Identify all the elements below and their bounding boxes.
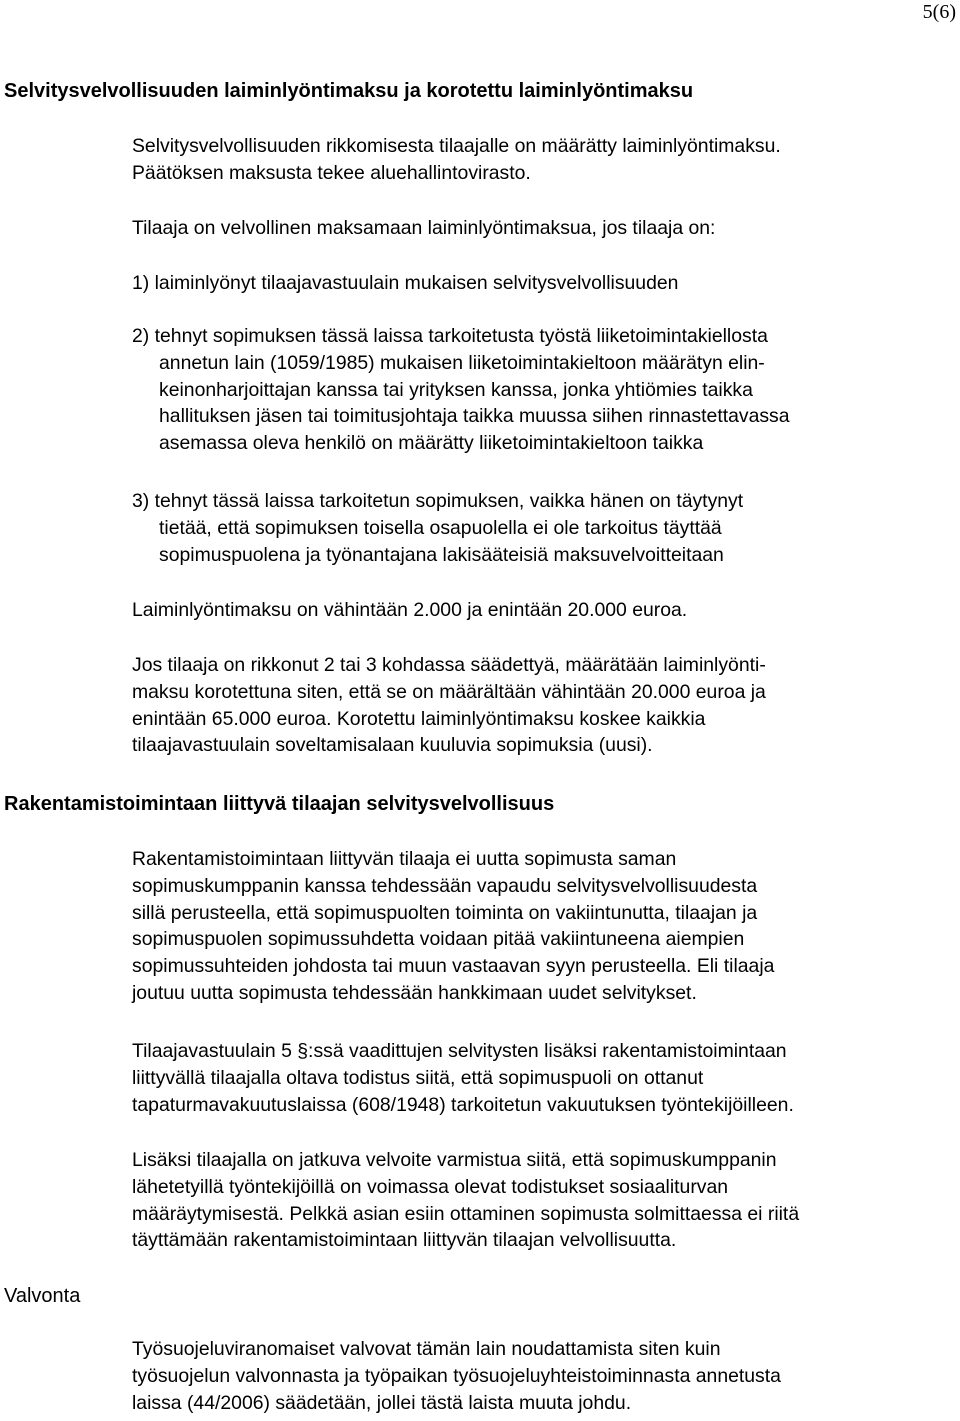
list-item-2-line: annetun lain (1059/1985) mukaisen liiketoimintakieltoon määrätyn elin- — [159, 351, 765, 374]
paragraph-uusi-sopimus: Rakentamistoimintaan liittyvän tilaaja ei uutta sopimusta saman sopimuskumppanin kanssa tehdessään vapaudu selvitysvelvollisuudesta sillä perusteella, että sopimuspuolten toiminta on vakiintunutta, tilaajan ja sopimuspuolen sopimussuhdetta voidaan pitää vakiintuneena aiempien sopimussuhteiden johdosta tai muun vastaavan syyn perusteella. Eli tilaaja joutuu uutta sopimusta tehdessään hankkimaan uudet selvitykset. — [132, 848, 775, 1004]
paragraph-valvonta: Työsuojeluviranomaiset valvovat tämän lain noudattamista siten kuin työsuojelun valvonnasta ja työpaikan työsuojeluyhteistoiminnasta annetusta laissa (44/2006) säädetään, jollei tästä laista muuta johdu. — [132, 1338, 781, 1414]
list-item-3-line: tietää, että sopimuksen toisella osapuolella ei ole tarkoitus täyttää — [159, 516, 722, 539]
paragraph-todistus: Tilaajavastuulain 5 §:ssä vaadittujen selvitysten lisäksi rakentamistoimintaan liittyvällä tilaajalla oltava todistus siitä, että sopimuspuoli on ottanut tapaturmavakuutuslaissa (608/1948) tarkoitetun vakuutuksen työntekijöilleen. — [132, 1040, 794, 1116]
page-number: 5(6) — [922, 1, 956, 23]
list-item-2-line: keinonharjoittajan kanssa tai yrityksen kanssa, jonka yhtiömies taikka — [159, 378, 753, 401]
list-item-3-line: sopimuspuolena ja työnantajana lakisääteisiä maksuvelvoitteitaan — [159, 543, 724, 566]
list-item-2-line: 2) tehnyt sopimuksen tässä laissa tarkoitetusta työstä liiketoimintakiellosta — [132, 325, 768, 347]
list-item-1-line: 1) laiminlyönyt tilaajavastuulain mukaisen selvitysvelvollisuuden — [132, 272, 679, 294]
list-item-1 — [132, 270, 952, 297]
section-heading-rakentamistoiminta: Rakentamistoimintaan liittyvä tilaajan selvitysvelvollisuus — [4, 793, 555, 815]
paragraph-velvollinen: Tilaaja on velvollinen maksamaan laiminlyöntimaksua, jos tilaaja on: — [132, 217, 716, 239]
section-heading-valvonta: Valvonta — [4, 1285, 81, 1307]
list-item-3-line: 3) tehnyt tässä laissa tarkoitetun sopimuksen, vaikka hänen on täytynyt — [132, 490, 744, 512]
paragraph-maksun-maara: Laiminlyöntimaksu on vähintään 2.000 ja enintään 20.000 euroa. — [132, 599, 688, 621]
paragraph-jatkuva-velvoite: Lisäksi tilaajalla on jatkuva velvoite varmistua siitä, että sopimuskumppanin lähetetyillä työntekijöillä on voimassa olevat todistukset sosiaaliturvan määräytymisestä. Pelkkä asian esiin ottaminen sopimusta solmittaessa ei riitä täyttämään rakentamistoimintaan liittyvän tilaajan velvollisuutta. — [132, 1149, 800, 1252]
section-heading-laiminlyontimaksu: Selvitysvelvollisuuden laiminlyöntimaksu ja korotettu laiminlyöntimaksu — [4, 80, 694, 102]
list-item-2 — [132, 323, 952, 457]
list-item-2-line: asemassa oleva henkilö on määrätty liiketoimintakieltoon taikka — [159, 432, 704, 455]
list-item-3 — [132, 488, 952, 568]
list-item-2-line: hallituksen jäsen tai toimitusjohtaja taikka muussa siihen rinnastettavassa — [159, 405, 790, 428]
paragraph-maksu-intro: Selvitysvelvollisuuden rikkomisesta tilaajalle on määrätty laiminlyöntimaksu. Päätöksen maksusta tekee aluehallintovirasto. — [132, 135, 781, 184]
paragraph-korotettu-maksu: Jos tilaaja on rikkonut 2 tai 3 kohdassa säädettyä, määrätään laiminlyönti- maksu korotettuna siten, että se on määrältään vähintään 20.000 euroa ja enintään 65.000 euroa. Korotettu laiminlyöntimaksu koskee kaikkia tilaajavastuulain soveltamisalaan kuuluvia sopimuksia (uusi). — [132, 654, 766, 757]
